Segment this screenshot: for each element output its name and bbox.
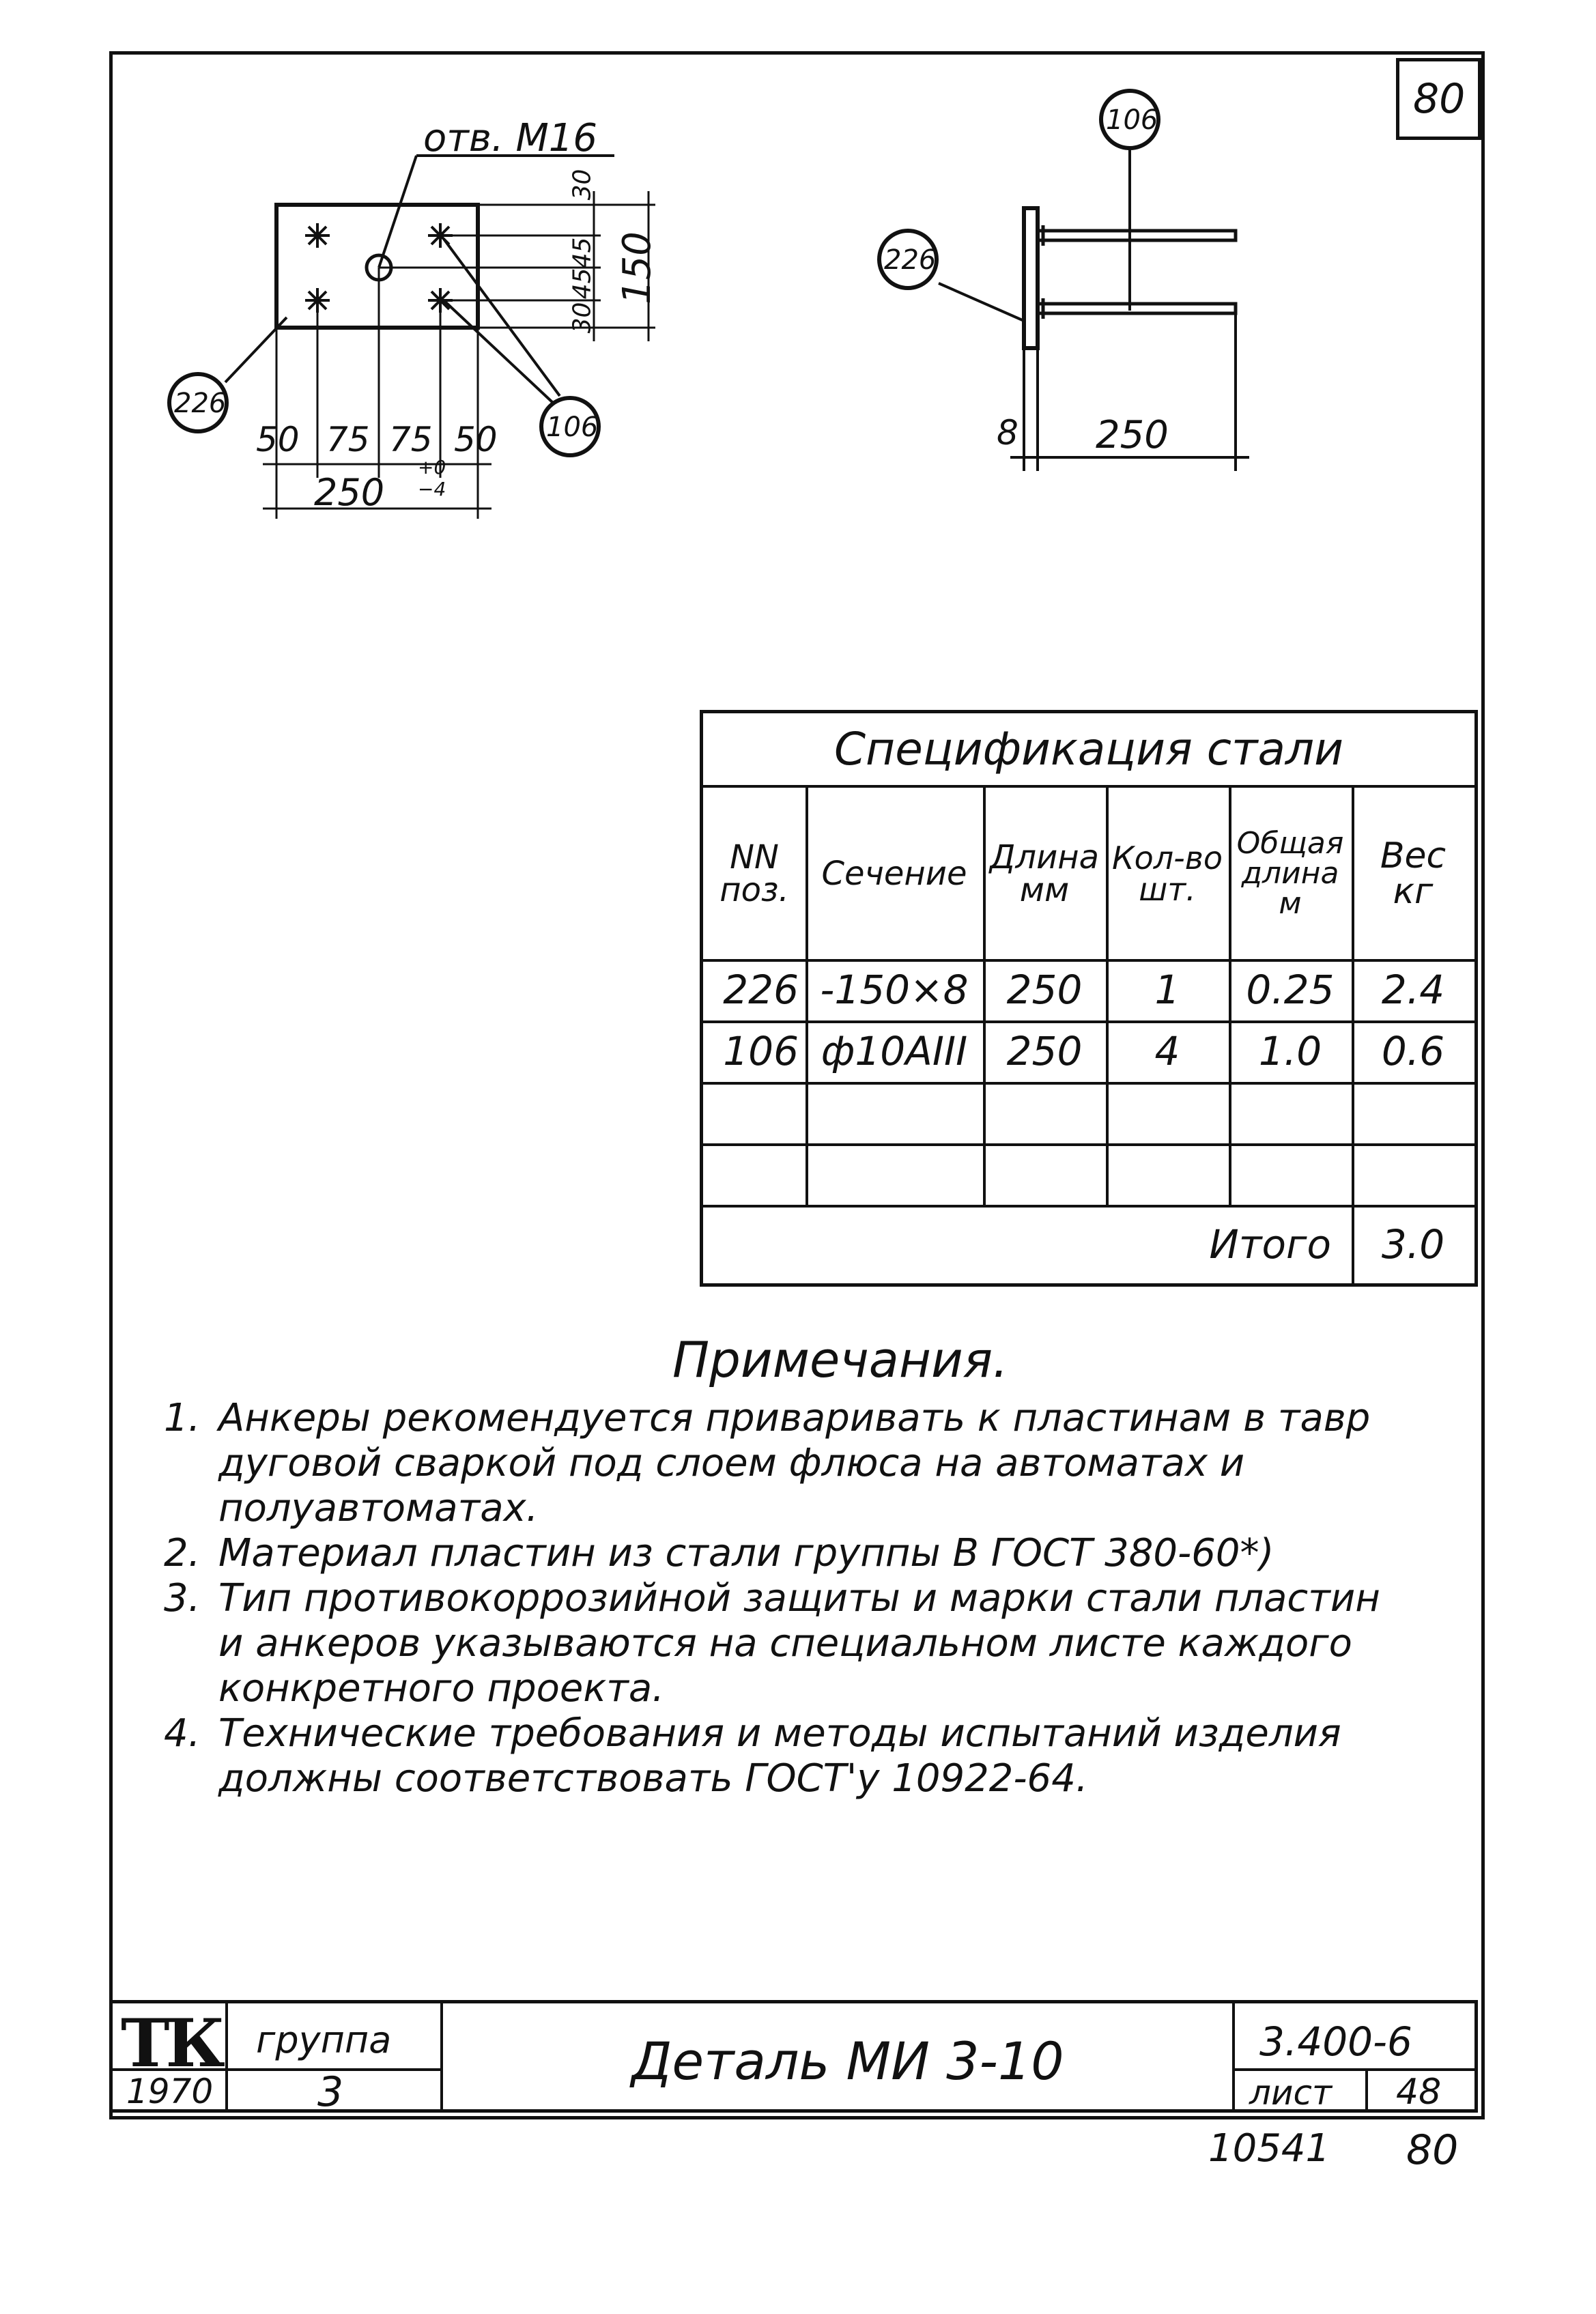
logo: ТК bbox=[121, 2005, 221, 2082]
row1-length: 250 bbox=[1006, 967, 1083, 1013]
grid-h-r2 bbox=[703, 1082, 1474, 1085]
row2-pos: 106 bbox=[723, 1028, 799, 1074]
dim-total-tol-minus: −4 bbox=[418, 478, 446, 500]
note-3-line-3: конкретного проекта. bbox=[218, 1666, 664, 1711]
year: 1970 bbox=[126, 2072, 214, 2111]
total-label: Итого bbox=[1209, 1220, 1331, 1268]
grid-h-title bbox=[703, 785, 1474, 788]
row2-total-length: 1.0 bbox=[1258, 1028, 1322, 1074]
note-3-num: 3. bbox=[164, 1576, 201, 1620]
side-anchors bbox=[1038, 225, 1236, 319]
note-1-line-3: полуавтоматах. bbox=[218, 1486, 539, 1530]
row1-section: -150×8 bbox=[820, 967, 969, 1013]
group-value: 3 bbox=[317, 2068, 344, 2116]
grid-v-5 bbox=[1352, 785, 1354, 1283]
note-3-line-1: Тип противокоррозийной защиты и марки стали пластин bbox=[218, 1576, 1380, 1620]
grid-h-r3 bbox=[703, 1143, 1474, 1146]
hdr-weight: Вес кг bbox=[1380, 835, 1447, 912]
side-dim-thickness: 8 bbox=[997, 413, 1018, 453]
dim-bottom-4: 50 bbox=[454, 420, 498, 459]
grid-h-r1 bbox=[703, 1020, 1474, 1023]
dim-right-3: 45 bbox=[568, 268, 597, 300]
row1-pos: 226 bbox=[723, 967, 799, 1013]
row1-weight: 2.4 bbox=[1381, 967, 1445, 1013]
grid-h-r4 bbox=[703, 1205, 1474, 1208]
note-3-line-2: и анкеров указываются на специальном листе каждого bbox=[218, 1621, 1352, 1666]
tb-v-group bbox=[440, 2003, 443, 2113]
side-dim-length: 250 bbox=[1096, 413, 1169, 457]
grid-v-2 bbox=[983, 785, 986, 1205]
hdr-qty: Кол-во шт. bbox=[1111, 840, 1223, 908]
dim-right-2: 45 bbox=[568, 237, 597, 269]
grid-v-4 bbox=[1229, 785, 1231, 1205]
note-4-line-1: Технические требования и методы испытаний изделия bbox=[218, 1711, 1341, 1756]
hdr-section: Сечение bbox=[821, 855, 967, 893]
series: 3.400-6 bbox=[1259, 2018, 1412, 2065]
note-1-line-1: Анкеры рекомендуется приваривать к пластинам в тавр bbox=[218, 1396, 1371, 1440]
dim-total: 250 bbox=[314, 471, 385, 514]
hdr-pos: NN поз. bbox=[719, 838, 789, 909]
dim-total-tol-plus: +0 bbox=[418, 456, 446, 478]
dim-bottom-2: 75 bbox=[326, 420, 370, 459]
tb-v-sheet bbox=[1365, 2068, 1368, 2113]
corner-number: 80 bbox=[1413, 75, 1466, 123]
grid-h-header bbox=[703, 959, 1474, 962]
row2-qty: 4 bbox=[1154, 1028, 1180, 1074]
footer-page-number: 80 bbox=[1406, 2126, 1459, 2174]
note-2-num: 2. bbox=[164, 1531, 201, 1575]
grid-v-1 bbox=[806, 785, 808, 1205]
row1-total-length: 0.25 bbox=[1246, 967, 1335, 1013]
tb-h-right bbox=[1232, 2068, 1478, 2071]
dim-bottom-1: 50 bbox=[256, 420, 300, 459]
grid-v-3 bbox=[1106, 785, 1109, 1205]
hole-label: отв. М16 bbox=[423, 116, 598, 160]
inventory-number: 10541 bbox=[1208, 2126, 1330, 2171]
dim-right-1: 30 bbox=[568, 169, 597, 201]
note-2-line-1: Материал пластин из стали группы В ГОСТ 380-60*) bbox=[218, 1531, 1274, 1575]
row2-weight: 0.6 bbox=[1381, 1028, 1445, 1074]
dim-height: 150 bbox=[614, 231, 659, 304]
row2-length: 250 bbox=[1006, 1028, 1083, 1074]
plan-plate-pos: 226 bbox=[174, 388, 227, 419]
spec-title: Спецификация стали bbox=[833, 722, 1344, 775]
note-1-num: 1. bbox=[164, 1396, 201, 1440]
sheet-label: лист bbox=[1249, 2073, 1333, 2113]
sheet-value: 48 bbox=[1396, 2072, 1442, 2113]
note-1-line-2: дуговой сваркой под слоем флюса на автоматах и bbox=[218, 1441, 1245, 1485]
title-block bbox=[109, 2000, 1478, 2116]
tb-v-logo bbox=[225, 2003, 228, 2113]
dim-right-4: 30 bbox=[568, 302, 597, 334]
row2-section: ф10AIII bbox=[821, 1028, 968, 1074]
group-label: группа bbox=[256, 2018, 392, 2061]
note-4-line-2: должны соответствовать ГОСТ'у 10922-64. bbox=[218, 1756, 1088, 1801]
row1-qty: 1 bbox=[1154, 967, 1180, 1013]
hdr-length: Длина мм bbox=[989, 838, 1100, 909]
total-value: 3.0 bbox=[1381, 1220, 1445, 1268]
tb-v-series bbox=[1232, 2003, 1235, 2113]
side-plate bbox=[1024, 208, 1038, 348]
side-plate-pos: 226 bbox=[884, 244, 937, 276]
side-anchor-pos: 106 bbox=[1106, 104, 1158, 136]
drawing-title: Деталь МИ 3-10 bbox=[631, 2031, 1064, 2091]
dim-bottom-3: 75 bbox=[389, 420, 433, 459]
hdr-total-length: Общая длина м bbox=[1236, 826, 1344, 921]
notes-title: Примечания. bbox=[672, 1331, 1008, 1388]
note-4-num: 4. bbox=[164, 1711, 201, 1756]
spec-table bbox=[700, 710, 1478, 1287]
plan-anchor-pos: 106 bbox=[546, 412, 599, 443]
